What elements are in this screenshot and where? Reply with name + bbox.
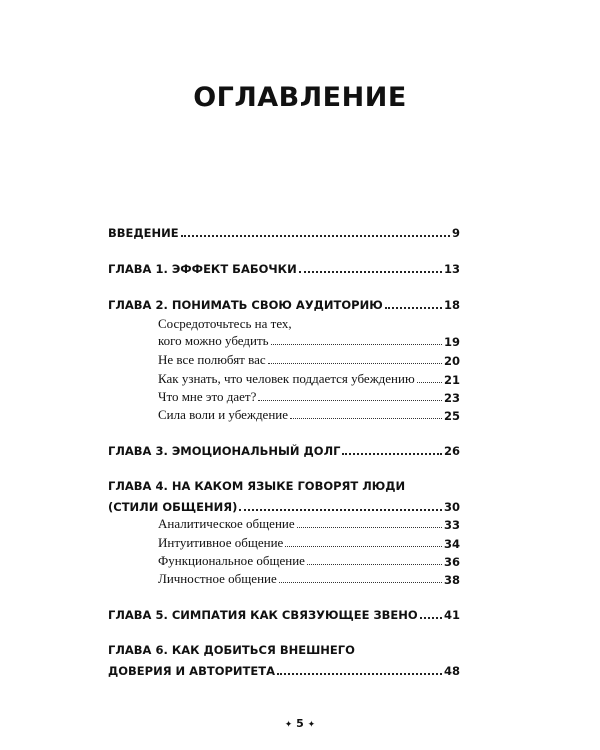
dot-leader (342, 451, 442, 455)
entry-label: ГЛАВА 3. ЭМОЦИОНАЛЬНЫЙ ДОЛГ (108, 444, 341, 458)
dot-leader (385, 305, 442, 309)
page-title: ОГЛАВЛЕНИЕ (193, 82, 407, 113)
entry-label: Сила воли и убеждение (158, 407, 289, 422)
toc-section[interactable] (158, 571, 460, 587)
dot-leader (277, 671, 442, 675)
dot-leader (239, 507, 442, 511)
entry-page: 26 (443, 444, 460, 458)
toc-entry-chapter-1[interactable] (108, 260, 460, 276)
entry-page: 36 (443, 555, 460, 569)
dot-leader (271, 343, 442, 345)
entry-page: 25 (443, 409, 460, 423)
toc-section[interactable] (158, 553, 460, 569)
entry-page: 21 (443, 373, 460, 387)
entry-label: Аналитическое общение (158, 516, 295, 531)
entry-page: 9 (451, 226, 460, 240)
dot-leader (279, 581, 442, 583)
entry-page: 41 (443, 608, 460, 622)
dot-leader (181, 233, 450, 237)
entry-label: Интуитивное общение (158, 535, 284, 550)
entry-label: (СТИЛИ ОБЩЕНИЯ) (108, 500, 238, 514)
dot-leader (268, 362, 442, 364)
entry-page: 33 (443, 518, 460, 532)
toc-entry-line: ГЛАВА 6. КАК ДОБИТЬСЯ ВНЕШНЕГО (108, 643, 355, 657)
toc-entry-chapter-6[interactable] (108, 662, 460, 678)
dot-leader (420, 615, 442, 619)
dot-leader (299, 269, 442, 273)
toc-section-line: Сосредоточьтесь на тех, (158, 316, 292, 331)
entry-page: 48 (443, 664, 460, 678)
entry-label: ГЛАВА 2. ПОНИМАТЬ СВОЮ АУДИТОРИЮ (108, 298, 383, 312)
toc-entry-chapter-3[interactable] (108, 442, 460, 458)
dot-leader (258, 399, 442, 401)
ornament-icon: ✦ (284, 720, 293, 730)
dot-leader (290, 417, 442, 419)
entry-page: 30 (443, 500, 460, 514)
entry-label: Как узнать, что человек поддается убеждению (158, 371, 415, 386)
entry-page: 38 (443, 573, 460, 587)
entry-label: Не все полюбят вас (158, 352, 266, 367)
entry-label: ГЛАВА 1. ЭФФЕКТ БАБОЧКИ (108, 262, 297, 276)
dot-leader (307, 563, 442, 565)
toc-section[interactable] (158, 516, 460, 532)
entry-label: Функциональное общение (158, 553, 305, 568)
entry-page: 13 (443, 262, 460, 276)
toc-entry-chapter-2[interactable] (108, 296, 460, 312)
page-footer (0, 717, 600, 730)
toc-entry-chapter-5[interactable] (108, 606, 460, 622)
ornament-icon: ✦ (307, 720, 316, 730)
toc-section[interactable] (158, 389, 460, 405)
toc-entry-line: ГЛАВА 4. НА КАКОМ ЯЗЫКЕ ГОВОРЯТ ЛЮДИ (108, 479, 406, 493)
entry-label: ВВЕДЕНИЕ (108, 226, 179, 240)
toc-entry-intro[interactable] (108, 224, 460, 240)
entry-label: ДОВЕРИЯ И АВТОРИТЕТА (108, 664, 275, 678)
toc-section[interactable] (158, 371, 460, 387)
entry-label: Что мне это дает? (158, 389, 257, 404)
entry-page: 34 (443, 537, 460, 551)
dot-leader (285, 545, 442, 547)
entry-page: 20 (443, 354, 460, 368)
entry-page: 23 (443, 391, 460, 405)
entry-label: кого можно убедить (158, 333, 269, 348)
toc-entry-chapter-4[interactable] (108, 498, 460, 514)
page-number: 5 (296, 717, 304, 730)
entry-page: 18 (443, 298, 460, 312)
toc-section[interactable] (158, 333, 460, 349)
toc-section[interactable] (158, 535, 460, 551)
entry-label: ГЛАВА 5. СИМПАТИЯ КАК СВЯЗУЮЩЕЕ ЗВЕНО (108, 608, 418, 622)
dot-leader (417, 381, 442, 383)
toc-section[interactable] (158, 352, 460, 368)
dot-leader (297, 526, 442, 528)
toc-section[interactable] (158, 407, 460, 423)
entry-label: Личностное общение (158, 571, 277, 586)
entry-page: 19 (443, 335, 460, 349)
